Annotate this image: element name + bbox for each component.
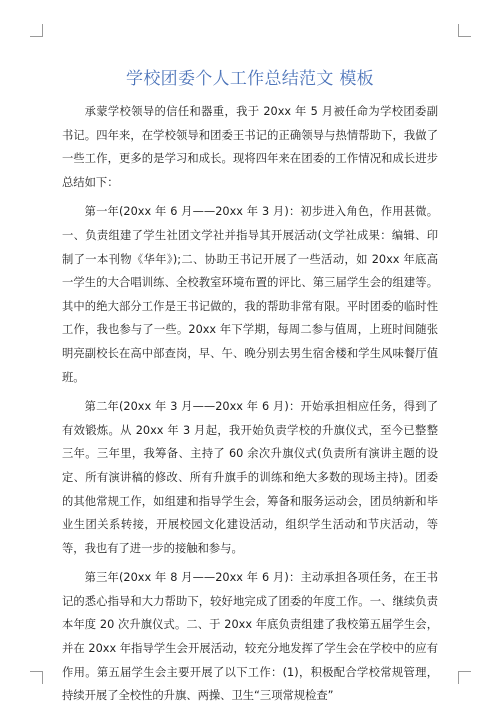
page-corner-mark-top-right: [458, 24, 471, 37]
body-paragraph-first-year: 第一年(20xx 年 6 月——20xx 年 3 月)：初步进入角色，作用甚微。一、负责组建了学生社团文学社并指导其开展活动(文学社成果：编辑、印制了一本刊物《华年》);二、协助王书记开展了一些活动，如 20xx 年底高一学生的大合唱训练、全校教室环境布置的评比、第三届学生会的组建等。其中的绝大部分工作是王书记做的，我的帮助非常有限。平时团委的临时性工作，我也参与了一些。20xx 年下学期，每周二参与值周，上班时间随张明亮副校长在高中部查岗，早、午、晚分别去男生宿舍楼和学生风味餐厅值班。: [62, 205, 438, 384]
document-title: 学校团委个人工作总结范文 模板: [126, 69, 374, 89]
page-corner-mark-top-left: [30, 24, 43, 37]
document-body: [62, 100, 438, 714]
body-paragraph-intro: 承蒙学校领导的信任和器重，我于 20xx 年 5 月被任命为学校团委副书记。四年来，在学校领导和团委王书记的正确领导与热情帮助下，我做了一些工作，更多的是学习和成长。现将四年来在团委的工作情况和成长进步总结如下：: [62, 105, 438, 189]
body-paragraph-third-year: 第三年(20xx 年 8 月——20xx 年 6 月)：主动承担各项任务，在王书记的悉心指导和大力帮助下，较好地完成了团委的年度工作。一、继续负责本年度 20 次升旗仪式。二、于 20xx 年底负责组建了我校第五届学生会，并在 20xx 年指导学生会开展活动，较充分地发挥了学生会在学校中的应有作用。第五届学生会主要开展了以下工作：(1)，积极配合学校常规管理，持续开展了全校性的升旗、两操、卫生“三项常规检查”: [62, 571, 438, 703]
body-paragraph-second-year: 第二年(20xx 年 3 月——20xx 年 6 月)：开始承担相应任务，得到了有效锻炼。从 20xx 年 3 月起，我开始负责学校的升旗仪式，至今已整整三年。三年里，我筹备、主持了 60 余次升旗仪式(负责所有演讲主题的设定、所有演讲稿的修改、所有升旗手的训练和绝大多数的现场主持)。团委的其他常规工作，如组建和指导学生会，筹备和服务运动会，团员纳新和毕业生团关系转接，开展校园文化建设活动，组织学生活动和节庆活动，等等，我也有了进一步的接触和参与。: [62, 400, 438, 555]
page-corner-mark-bottom-left: [30, 671, 43, 684]
page-corner-mark-bottom-right: [458, 671, 471, 684]
